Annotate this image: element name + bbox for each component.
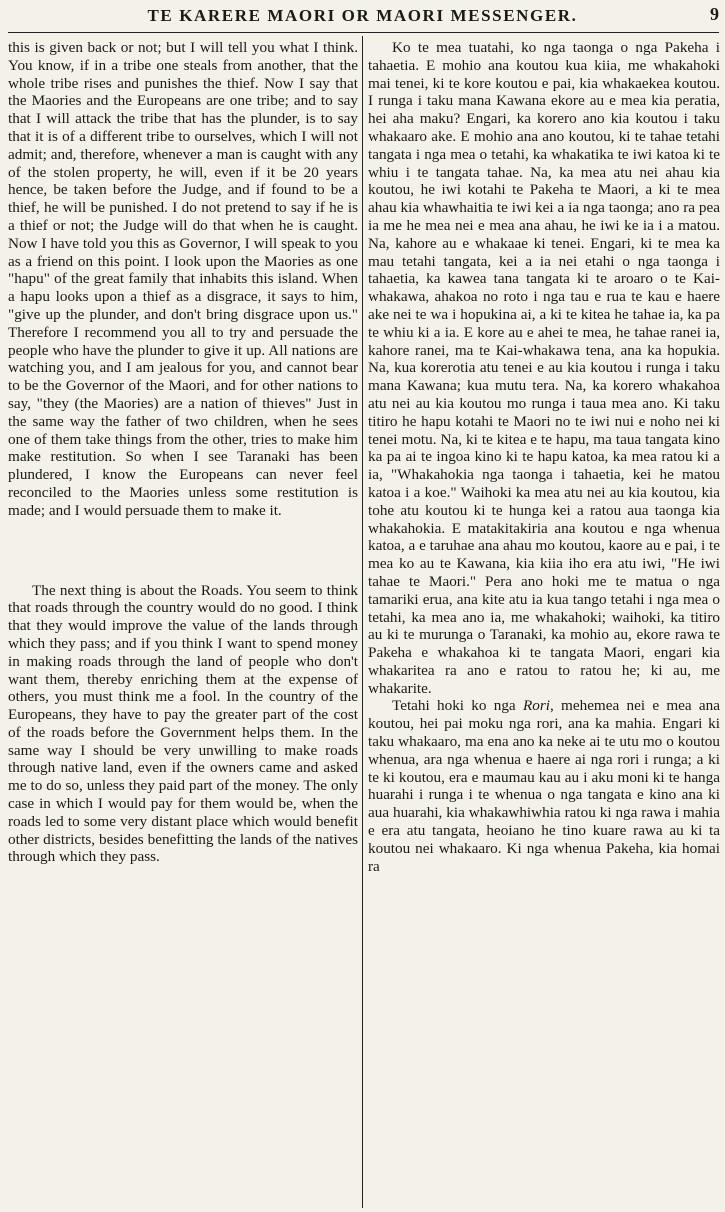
english-paragraph-stolen-property: this is given back or not; but I will tell you what I think. You know, if in a tribe one steals from another, that the whole tribe rises and punishes the thief. Now I say that the Maories and the Europeans are one tribe; and to say that I will attack the tribe that has the plunder, is to say that it is of a different tribe to ourselves, which I will not admit; and, therefore, whenever a man is caught with any of the stolen property, he will, even if it be 20 years hence, be taken before the Judge, and if found to be a thief, he will be punished. I do not pretend to say if he is a thief or not; the Judge will do that when he is caught. Now I have told you this as Governor, I will speak to you as a friend on this point. I look upon the Maories as one "hapu" of the great family that inhabits this island. When a hapu looks upon a thief as a disgrace, it says to him, "give up the plunder, and don't bring disgrace upon us." Therefore I recommend you all to try and persuade the people who have the plunder to give it up. All nations are watching you, and I am jealous for you, and cannot bear to be the Governor of the Maori, and for other nations to say, "they (the Maories) are a nation of thieves" Just in the same way the father of two children, when he sees one of them take things from the other, tries to make him make restitution. So when I see Taranaki has been plundered, I know the Europeans can never feel reconciled to the Maories unless some restitution is made; and I would persuade them to make it. (8, 39, 358, 519)
page-header (0, 0, 725, 40)
page-number: 9 (710, 4, 719, 24)
maori-paragraph-rori-rest: , mehemea nei e mea ana koutou, hei pai moku nga rori, ana ka mahia. Engari ki taku whakaaro, ma ena ano ka neke ai te utu mo o koutou whenua, ara nga whenua e haere ai nga rori i runga; a ki te ki koutou, era e maumau kau au i aku moni ki te hanga huarahi i runga i te whenua o nga tangata e kino ana ki aua huarahi, kia whakawhiwhia ratou ki nga rawa i mahia e era atu tangata, heoiano he tino kuare rawa au ki ta koutou nei whakaaro. Ki nga whenua Pakeha, kia homai ra (368, 697, 720, 875)
newspaper-title: TE KARERE MAORI OR MAORI MESSENGER. (147, 6, 578, 25)
header-rule (8, 32, 719, 33)
english-paragraph-roads: The next thing is about the Roads. You seem to think that roads through the country would do no good. I think that they would improve the value of the lands through which they pass; and if you think I want to spend money in making roads through the land of people who don't want them, thereby enriching them at the expense of others, you must think me a fool. In the country of the Europeans, they have to pay the greater part of the cost of the roads before the Government helps them. In the same way I should be very unwilling to make roads through native land, even if the owners came and asked me to do so, unless they paid part of the money. The only case in which I would pay for them would be, when the roads led to some very distant place which would benefit other districts, besides benefitting the lands of the natives through which they pass. (8, 581, 358, 866)
maori-paragraph-taonga: Ko te mea tuatahi, ko nga taonga o nga Pakeha i tahaetia. E mohio ana koutou kua kiia, me whakahoki mai tenei, ki te kore koutou e pai, kia whakaekea koutou. I runga i taku mana Kawana ekore au e mea kia peratia, hei aha maku? Engari, ka korero ano kia koutou i taku whakaaro ake. E mohio ana ano koutou, ki te tahae tetahi tangata i nga mea o tetahi, ka whakatika te iwi katoa ki te whiu i te tangata tahae. Na, ka mea atu nei ahau kia koutou, he iwi kotahi te Pakeha te Maori, a ki te mea ahau kia whawhaitia te iwi kei a ia nga taonga; ano ra pea ia me he mea nei e mea ana ahau, he iwi ke ia i a matou. Na, kahore au e whakaae ki tenei. Engari, ki te mea ka mau tetahi tangata, kei a ia nei etahi o nga taonga i tahaetia, ka kawea tana tangata ki te aroaro o te Kai-whakawa, ahakoa no roto i nga tau e rua te kau e haere ake nei te wa i hopukina ai, a ki te kitea he tahae ia, ka pa te whiu ki a ia. E kore au e ahei te mea, he tahae ranei ia, kahore ranei, ma te Kai-whakawa tena, ana ka hopukia. Na, kua korerotia atu tenei e au kia koutou i runga i taku mana Kawana; kua mutu tera. Na, ka korero whakahoa atu nei au kia koutou mo runga i taua mea ano. Ki taku titiro he hapu kotahi te Maori no te iwi nui e noho nei ki tenei motu. Na, ki te kitea e te hapu, ma taua tangata kino ka pa ai te ingoa kino ki te hapu katoa, ka mea ratou ki a ia, "Whakahokia nga taonga i tahaetia, kei he matou katoa i a koe." Waihoki ka mea atu nei au kia koutou, kia tohe atu koutou ki te hunga kei a ratou aua taonga kia whakahokia. E matakitakiria ana koutou e nga whenua katoa, a e taruhae ana ahau mo koutou, kaore au e pai, i te mea ko au te Kawana, kia kiia iho era atu iwi, "He iwi tahae te Maori." Pera ano hoki me te matua o nga tamariki erua, ana kite atu ia kua tango tetahi i nga mea o tetahi, ka mea ano ia, me whakahoki; waihoki, ka titiro au ki te murunga o Taranaki, ka mohio au, ekore rawa te Pakeha e whakahoa ki te tangata Maori, engari kia whakaritea ra ano e ratou to ratou he; ki au, me whakarite. (368, 39, 720, 697)
column-divider (362, 36, 363, 1208)
maori-paragraph-rori-start: Tetahi hoki ko nga (392, 697, 523, 715)
paragraph-gap (8, 520, 358, 582)
english-column (8, 39, 358, 866)
maori-paragraph-rori (368, 697, 720, 875)
rori-italic-word: Rori (522, 697, 550, 715)
maori-column (368, 39, 720, 875)
